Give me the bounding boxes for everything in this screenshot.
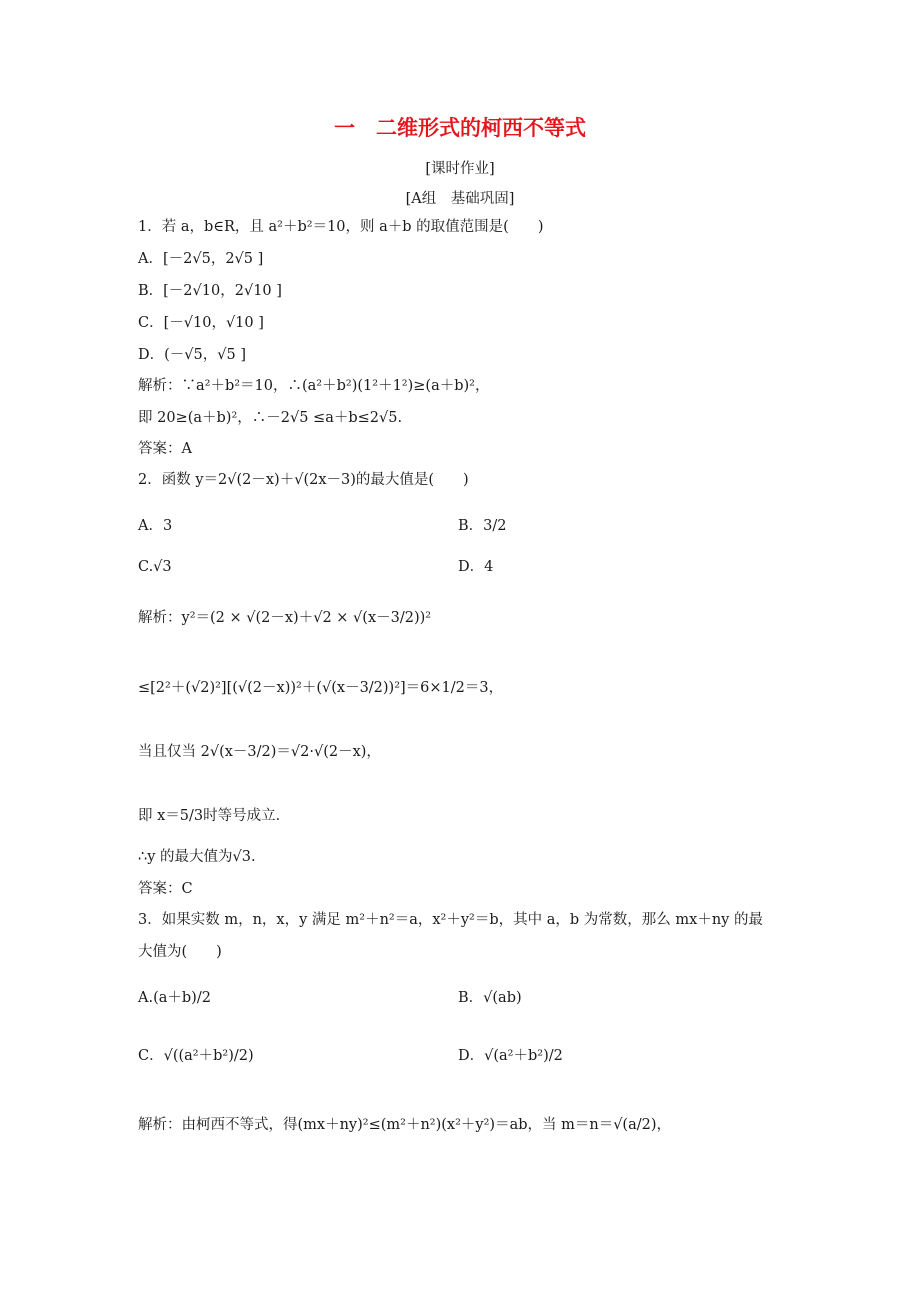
- q3-solution-line1: 解析：由柯西不等式，得(mx＋ny)²≤(m²＋n²)(x²＋y²)＝ab，当 m＝n＝√(a/2)，: [138, 1117, 672, 1133]
- q2-option-d: D．4: [458, 559, 494, 575]
- q3-stem-line2: 大值为( ): [138, 944, 222, 960]
- q3-option-c: C．√((a²＋b²)/2): [138, 1048, 254, 1064]
- q2-option-c: C.√3: [138, 559, 172, 575]
- q2-solution-line2: ≤[2²＋(√2)²][(√(2－x))²＋(√(x－3/2))²]＝6×1/2＝3，: [138, 680, 504, 696]
- q2-stem: 2．函数 y＝2√(2－x)＋√(2x－3)的最大值是( ): [138, 472, 469, 488]
- q2-option-b: B．3/2: [458, 518, 507, 534]
- q2-answer: 答案：C: [138, 881, 193, 897]
- q2-option-a: A．3: [138, 518, 173, 534]
- q1-answer: 答案：A: [138, 441, 192, 457]
- q3-option-b: B．√(ab): [458, 990, 522, 1006]
- q1-option-c: C．[－√10，√10 ]: [138, 315, 264, 331]
- page-title: 一 二维形式的柯西不等式: [334, 115, 586, 140]
- q2-solution-line4: 即 x＝5/3时等号成立．: [138, 808, 291, 824]
- section-label: [课时作业]: [425, 161, 495, 177]
- q1-option-d: D．(－√5，√5 ]: [138, 347, 246, 363]
- group-label: [A组 基础巩固]: [405, 191, 515, 207]
- q3-option-d: D．√(a²＋b²)/2: [458, 1048, 563, 1064]
- q1-solution-line1: 解析：∵a²＋b²＝10，∴(a²＋b²)(1²＋1²)≥(a＋b)²，: [138, 378, 490, 394]
- q1-option-b: B．[－2√10，2√10 ]: [138, 283, 282, 299]
- q1-stem: 1．若 a，b∈R，且 a²＋b²＝10，则 a＋b 的取值范围是( ): [138, 219, 544, 235]
- q1-solution-line2: 即 20≥(a＋b)²，∴－2√5 ≤a＋b≤2√5.: [138, 410, 403, 426]
- q3-option-a: A.(a＋b)/2: [138, 990, 211, 1006]
- q1-option-a: A．[－2√5，2√5 ]: [138, 251, 264, 267]
- q2-solution-line5: ∴y 的最大值为√3.: [138, 849, 256, 865]
- q2-solution-line3: 当且仅当 2√(x－3/2)＝√2·√(2－x)，: [138, 744, 381, 760]
- q3-stem-line1: 3．如果实数 m，n，x，y 满足 m²＋n²＝a，x²＋y²＝b，其中 a，b 为常数，那么 mx＋ny 的最: [138, 912, 763, 928]
- q2-solution-line1: 解析：y²＝(2 × √(2－x)＋√2 × √(x－3/2))²: [138, 610, 432, 626]
